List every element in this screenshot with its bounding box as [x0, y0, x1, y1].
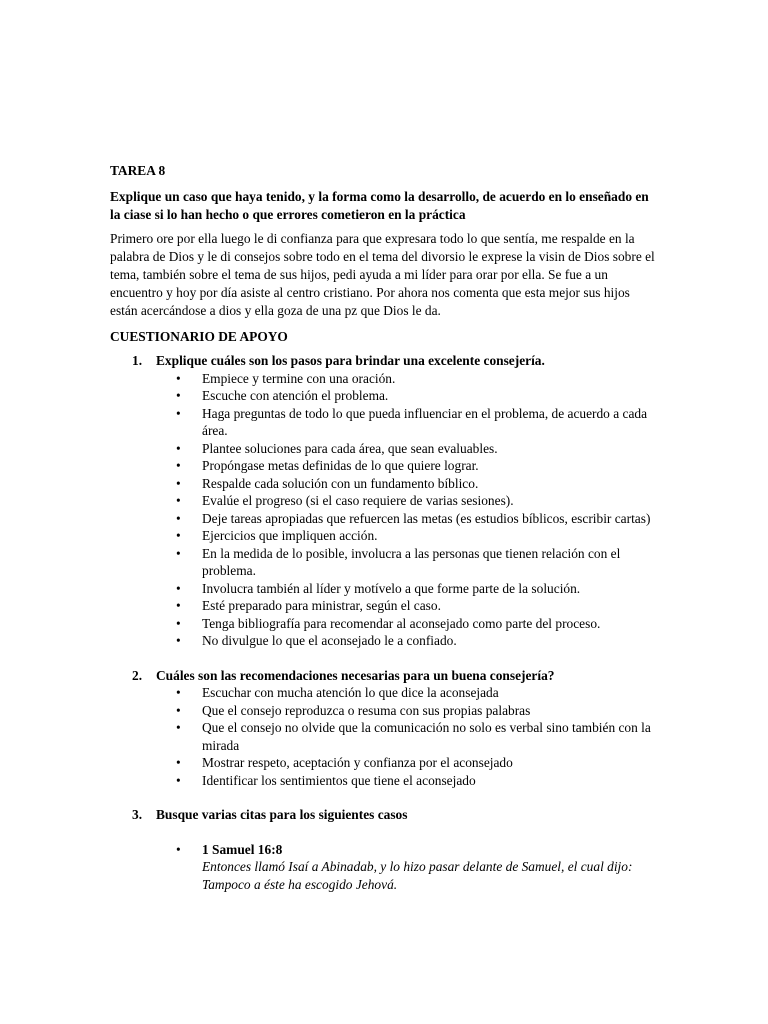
bullet-icon: •	[176, 458, 181, 474]
bullet-icon: •	[176, 405, 181, 421]
bullet-icon: •	[176, 720, 181, 736]
bullet-icon: •	[176, 545, 181, 561]
list-item-text: Deje tareas apropiadas que refuercen las metas (es estudios bíblicos, escribir cartas)	[202, 510, 651, 526]
list-item-text: En la medida de lo posible, involucra a las personas que tienen relación con el problema.	[202, 545, 621, 579]
list-item	[176, 580, 660, 598]
list-item	[176, 684, 660, 702]
question-text: Explique un caso que haya tenido, y la forma como la desarrollo, de acuerdo en lo enseñado en la ciase si lo han hecho o que errores cometieron en la práctica	[110, 188, 649, 222]
list-item	[176, 492, 660, 510]
task-title: TAREA 8	[110, 163, 166, 178]
bullet-icon: •	[176, 510, 181, 526]
list-item-text: Escuchar con mucha atención lo que dice la aconsejada	[202, 685, 499, 701]
bullet-icon: •	[176, 370, 181, 386]
document-page	[110, 162, 660, 893]
item-title: Busque varias citas para los siguientes casos	[156, 807, 408, 823]
list-item	[176, 545, 660, 580]
list-item	[176, 527, 660, 545]
item-title: Cuáles son las recomendaciones necesarias para un buena consejería?	[156, 667, 555, 683]
list-item-text: Involucra también al líder y motívelo a que forme parte de la solución.	[202, 580, 581, 596]
list-item-text: Mostrar respeto, aceptación y confianza por el aconsejado	[202, 755, 513, 771]
list-item-text: Respalde cada solución con un fundamento bíblico.	[202, 475, 479, 491]
citation-item	[176, 841, 660, 894]
list-item	[176, 405, 660, 440]
bullet-icon: •	[176, 528, 181, 544]
list-item	[176, 440, 660, 458]
bullet-list	[156, 684, 660, 789]
list-item-text: Propóngase metas definidas de lo que quiere lograr.	[202, 458, 479, 474]
bullet-icon: •	[176, 685, 181, 701]
item-number: 2.	[132, 667, 143, 683]
list-item	[176, 754, 660, 772]
bullet-icon: •	[176, 388, 181, 404]
list-item	[176, 457, 660, 475]
list-item-text: Escuche con atención el problema.	[202, 388, 389, 404]
questionnaire-item	[110, 667, 660, 807]
bullet-icon: •	[176, 633, 181, 649]
bullet-icon: •	[176, 580, 181, 596]
spacer	[156, 789, 660, 806]
list-item-text: No divulgue lo que el aconsejado le a confiado.	[202, 633, 457, 649]
citation-reference: 1 Samuel 16:8	[202, 841, 283, 857]
list-item	[176, 597, 660, 615]
questionnaire-title: CUESTIONARIO DE APOYO	[110, 328, 288, 344]
spacer	[156, 650, 660, 667]
list-item-text: Ejercicios que impliquen acción.	[202, 528, 378, 544]
item-number: 3.	[132, 807, 143, 823]
bullet-list	[156, 370, 660, 650]
list-item	[176, 702, 660, 720]
list-item	[176, 510, 660, 528]
spacer	[156, 824, 660, 841]
questionnaire-list	[110, 352, 660, 893]
bullet-icon: •	[176, 772, 181, 788]
list-item	[176, 632, 660, 650]
bullet-icon: •	[176, 702, 181, 718]
bullet-icon: •	[176, 440, 181, 456]
list-item	[176, 387, 660, 405]
citation-text: Entonces llamó Isaí a Abinadab, y lo hizo pasar delante de Samuel, el cual dijo: Tampoco a éste ha escogido Jehová.	[202, 859, 633, 892]
list-item	[176, 772, 660, 790]
list-item	[176, 615, 660, 633]
bullet-icon: •	[176, 755, 181, 771]
questionnaire-item	[110, 806, 660, 893]
item-number: 1.	[132, 353, 143, 369]
list-item-text: Evalúe el progreso (si el caso requiere de varias sesiones).	[202, 493, 514, 509]
answer-text: Primero ore por ella luego le di confianza para que expresara todo lo que sentía, me respalde en la palabra de Dios y le di consejos sobre todo en el tema del divorsio le exprese la visin de Dios sobre el tema, también sobre el tema de sus hijos, pedi ayuda a mi líder para orar por ella. Se fue a un encuentro y hoy por día asiste al centro cristiano. Por ahora nos comenta que esta mejor sus hijos están acercándose a dios y ella goza de una pz que Dios le da.	[110, 230, 655, 319]
bullet-icon: •	[176, 598, 181, 614]
bullet-icon: •	[176, 615, 181, 631]
bullet-icon: •	[176, 475, 181, 491]
list-item	[176, 370, 660, 388]
list-item	[176, 719, 660, 754]
bullet-icon: •	[176, 493, 181, 509]
list-item	[176, 475, 660, 493]
list-item-text: Plantee soluciones para cada área, que sean evaluables.	[202, 440, 498, 456]
bullet-icon: •	[176, 841, 181, 857]
list-item-text: Haga preguntas de todo lo que pueda influenciar en el problema, de acuerdo a cada área.	[202, 405, 648, 439]
list-item-text: Tenga bibliografía para recomendar al aconsejado como parte del proceso.	[202, 615, 601, 631]
item-title: Explique cuáles son los pasos para brindar una excelente consejería.	[156, 353, 545, 369]
list-item-text: Identificar los sentimientos que tiene el aconsejado	[202, 772, 476, 788]
citation-list	[156, 841, 660, 894]
list-item-text: Que el consejo reproduzca o resuma con sus propias palabras	[202, 702, 531, 718]
list-item-text: Esté preparado para ministrar, según el caso.	[202, 598, 441, 614]
list-item-text: Que el consejo no olvide que la comunicación no solo es verbal sino también con la mirada	[202, 720, 651, 753]
questionnaire-item	[110, 352, 660, 667]
list-item-text: Empiece y termine con una oración.	[202, 370, 396, 386]
